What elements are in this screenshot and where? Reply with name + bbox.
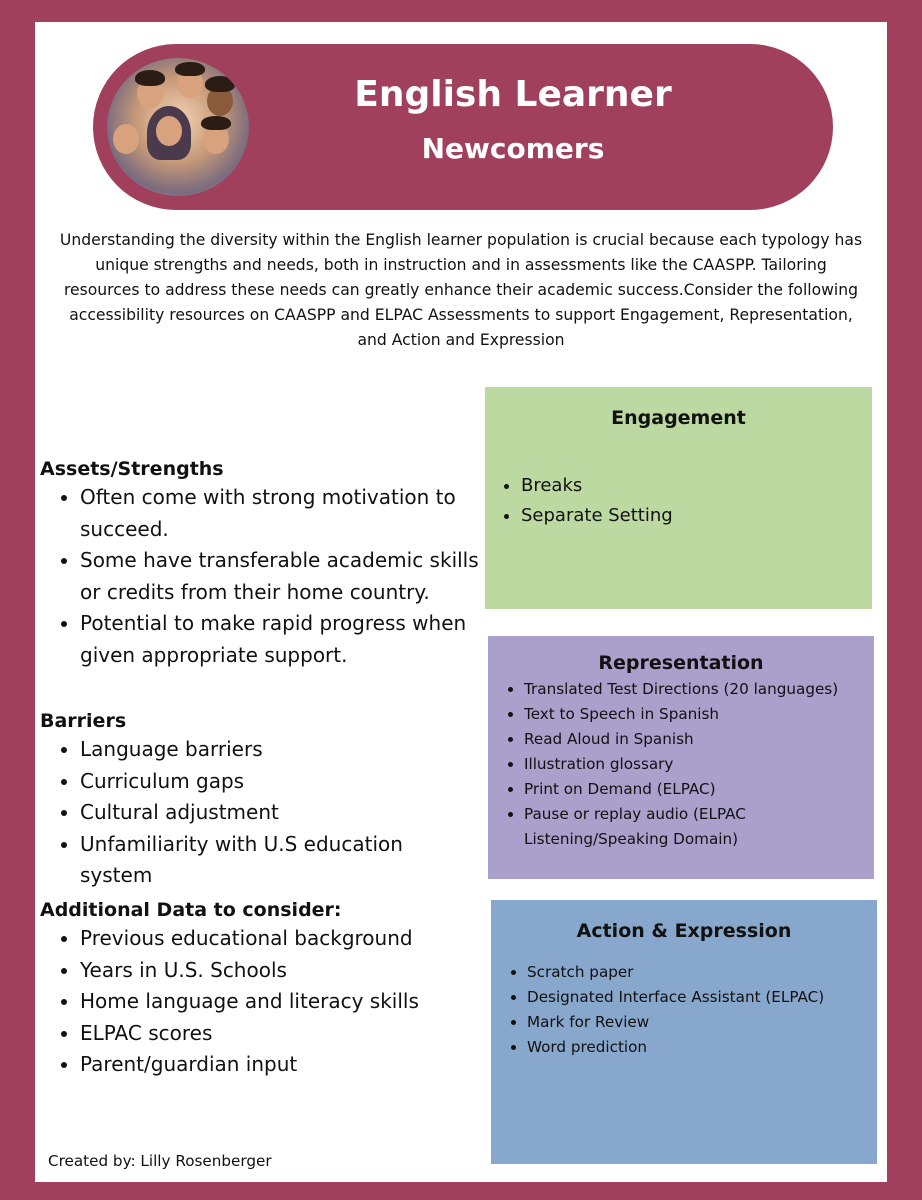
list-item: • Home language and literacy skills (80, 986, 480, 1018)
list-item: • Text to Speech in Spanish (524, 702, 874, 727)
list-item: • Translated Test Directions (20 languages) (524, 677, 874, 702)
list-item: • Illustration glossary (524, 752, 874, 777)
action-expression-title: Action & Expression (576, 920, 792, 942)
assets-list (40, 482, 480, 671)
list-item: • Word prediction (527, 1035, 877, 1060)
additional-data-list (40, 923, 480, 1081)
barriers-heading: Barriers (40, 710, 127, 732)
list-item: • Often come with strong motivation to succeed. (80, 482, 480, 545)
list-item: • Unfamiliarity with U.S education system (80, 829, 480, 892)
list-item: • Parent/guardian input (80, 1049, 480, 1081)
list-item: • Language barriers (80, 734, 480, 766)
assets-heading: Assets/Strengths (40, 458, 224, 480)
action-expression-list (491, 960, 877, 1060)
header-title: English Learner (354, 74, 672, 115)
barriers-list (40, 734, 480, 892)
list-item: • Curriculum gaps (80, 766, 480, 798)
assets-section (40, 458, 480, 671)
engagement-list (485, 471, 872, 531)
barriers-section (40, 710, 480, 892)
additional-data-heading: Additional Data to consider: (40, 899, 342, 921)
header-subtitle: Newcomers (421, 132, 605, 165)
representation-title: Representation (598, 652, 764, 674)
additional-data-section (40, 899, 480, 1081)
list-item: • Mark for Review (527, 1010, 877, 1035)
engagement-title: Engagement (611, 407, 746, 429)
representation-list (488, 677, 874, 852)
list-item: • Breaks (521, 471, 872, 501)
list-item: • Pause or replay audio (ELPAC Listening/Speaking Domain) (524, 802, 874, 852)
list-item: • ELPAC scores (80, 1018, 480, 1050)
list-item: • Separate Setting (521, 501, 872, 531)
list-item: • Some have transferable academic skills or credits from their home country. (80, 545, 480, 608)
list-item: • Potential to make rapid progress when given appropriate support. (80, 608, 480, 671)
list-item: • Previous educational background (80, 923, 480, 955)
action-expression-box (491, 900, 877, 1164)
header-banner (93, 44, 833, 210)
list-item: • Read Aloud in Spanish (524, 727, 874, 752)
list-item: • Designated Interface Assistant (ELPAC) (527, 985, 877, 1010)
intro-paragraph: Understanding the diversity within the English learner population is crucial because each typology has unique strengths and needs, both in instruction and in assessments like the CAASPP. Tailoring resources to address these needs can greatly enhance their academic success.Consider the following accessibility resources on CAASPP and ELPAC Assessments to support Engagement, Representation, and Action and Expression (59, 231, 863, 349)
representation-box (488, 636, 874, 879)
students-photo (107, 58, 249, 196)
list-item: • Scratch paper (527, 960, 877, 985)
list-item: • Years in U.S. Schools (80, 955, 480, 987)
engagement-box (485, 387, 872, 609)
list-item: • Cultural adjustment (80, 797, 480, 829)
flyer-page (35, 22, 887, 1182)
list-item: • Print on Demand (ELPAC) (524, 777, 874, 802)
credit-line: Created by: Lilly Rosenberger (48, 1152, 272, 1170)
